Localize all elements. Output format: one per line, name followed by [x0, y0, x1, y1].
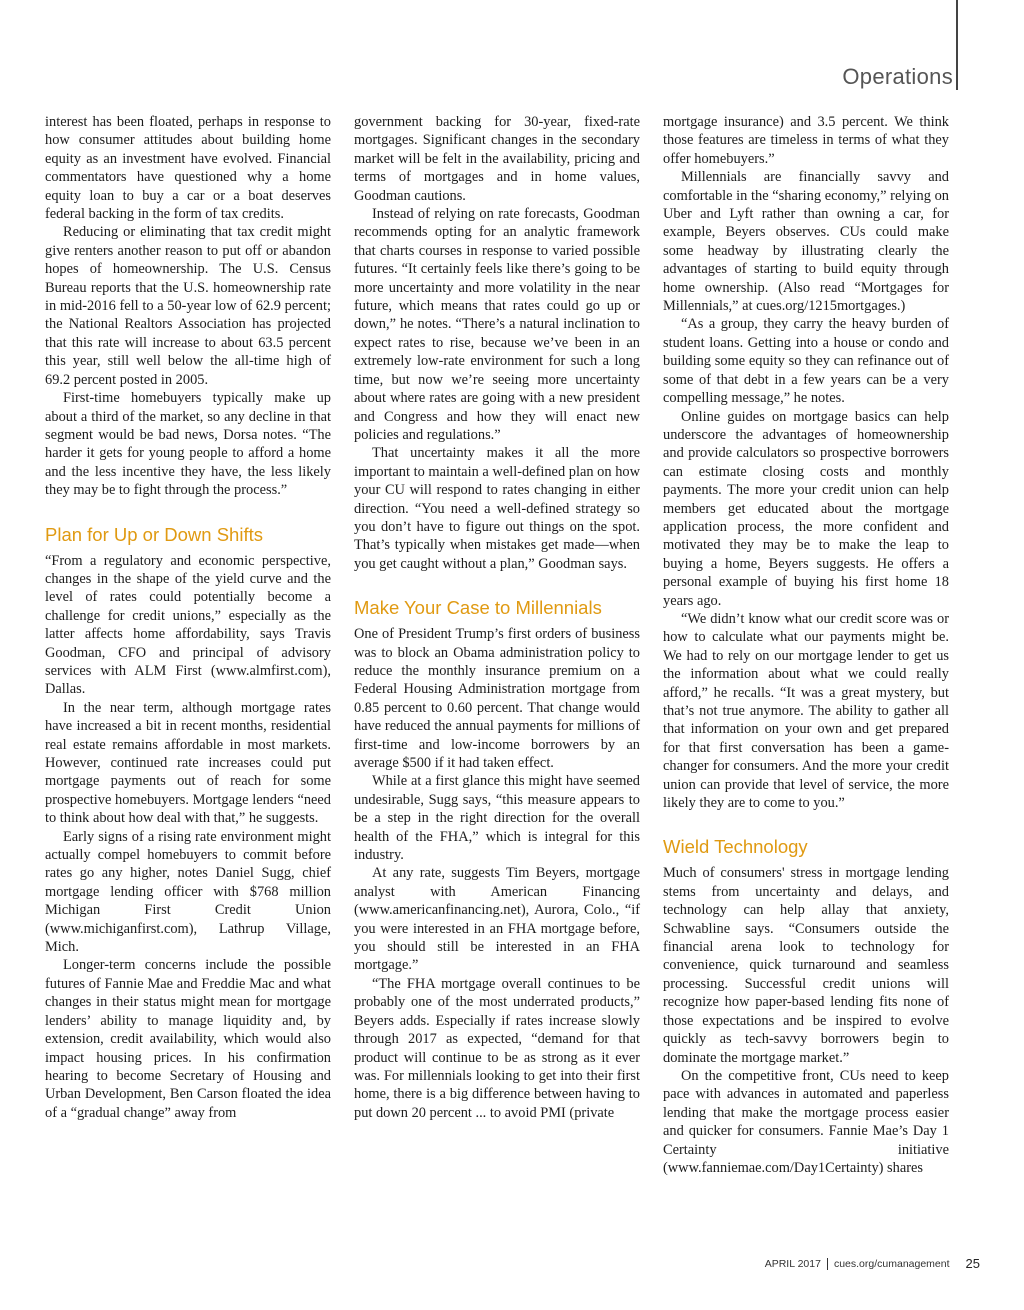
header-rule	[956, 0, 958, 90]
issue-date: APRIL 2017	[764, 1257, 821, 1270]
body-paragraph: Early signs of a rising rate environment might actually compel homebuyers to commit before rates go any higher, notes Daniel Sugg, chief mortgage lending officer with $768 million Michigan First Credit Union (www.michiganfirst.com), Lathrup Village, Mich.	[45, 828, 331, 956]
body-paragraph: mortgage insurance) and 3.5 percent. We think those features are timeless in terms of what they offer homebuyers.”	[663, 114, 949, 167]
body-paragraph: “The FHA mortgage overall continues to be probably one of the most underrated products,” Beyers adds. Especially if rates increase slowly through 2017 as expected, “demand for that product will continue to be as strong as it ever was. For millennials looking to get into their first home, there is a big difference between having to put down 20 percent ... to avoid PMI (private	[354, 975, 640, 1121]
footer-divider	[827, 1258, 828, 1270]
section-label: Operations	[842, 64, 953, 89]
body-paragraph: While at a first glance this might have seemed undesirable, Sugg says, “this measure appears to be a step in the right direction for the overall health of the FHA,” which is integral for this industry.	[354, 773, 640, 864]
body-paragraph: One of President Trump’s first orders of business was to block an Obama administration policy to reduce the monthly insurance premium on a Federal Housing Administration mortgage from 0.85 percent to 0.60 percent. That change would have reduced the annual payments for millions of first-time and low-income borrowers by an average $500 if it had taken effect.	[354, 626, 640, 771]
body-paragraph: Online guides on mortgage basics can help underscore the advantages of homeownership and provide calculators so prospective borrowers can estimate closing costs and monthly payments. The more your credit union can help members get educated about the mortgage application process, the more confident and motivated they may be to make the leap to buying a home, Beyers suggests. He offers a personal example of buying his first home 18 years ago.	[663, 408, 949, 609]
section-heading: Plan for Up or Down Shifts	[45, 523, 263, 545]
page-footer	[765, 1256, 980, 1271]
body-paragraph: “We didn’t know what our credit score was or how to calculate what our payments might be. We had to rely on our mortgage lender to get us the information about what we could really afford,” he recalls. “It was a great mystery, but that’s not true anymore. The ability to gather all that information on your own and get prepared for that first conversation has been a game-changer for consumers. And the more your credit union can provide that level of service, the more likely they are to come to you.”	[663, 610, 949, 812]
body-paragraph: In the near term, although mortgage rates have increased a bit in recent months, residential real estate remains affordable in most markets. However, continued rate increases could put mortgage payments out of reach for some prospective homebuyers. Mortgage lenders “need to think about how deal with that,” he suggests.	[45, 699, 331, 827]
body-paragraph: Much of consumers' stress in mortgage lending stems from uncertainty and delays, and technology can help allay that anxiety, Schwabline says. “Consumers outside the financial arena look to technology for convenience, quick turnaround and seamless processing. Successful credit unions will recognize how paper-based lending fits none of those expectations and be inspired to evolve quickly as tech-savvy borrowers begin to dominate the mortgage market.”	[663, 865, 949, 1066]
body-paragraph: “As a group, they carry the heavy burden of student loans. Getting into a house or condo and building some equity so they can refinance out of some of that debt in a few years can be a very compelling message,” he notes.	[663, 316, 949, 407]
body-paragraph: At any rate, suggests Tim Beyers, mortgage analyst with American Financing (www.americanfinancing.net), Aurora, Colo., “if you were interested in an FHA mortgage before, you should still be interested in an FHA mortgage.”	[354, 865, 640, 974]
body-paragraph: Millennials are financially savvy and comfortable in the “sharing economy,” relying on Uber and Lyft rather than owning a car, for example, Beyers observes. CUs could make some headway by illustrating clearly the advantages of starting to build equity through home ownership. (Also read “Mortgages for Millennials,” at cues.org/1215mortgages.)	[663, 169, 949, 315]
body-paragraph: Longer-term concerns include the possible futures of Fannie Mae and Freddie Mac and what changes in their status might mean for mortgage lenders’ ability to manage liquidity and, by extension, credit availability, which would also impact housing prices. In his confirmation hearing to become Secretary of Housing and Urban Development, Ben Carson floated the idea of a “gradual change” away from	[45, 957, 331, 1121]
body-paragraph: “From a regulatory and economic perspective, changes in the shape of the yield curve and the level of rates could potentially become a challenge for credit unions,” especially as the latter affects home affordability, says Travis Goodman, CFO and principal of advisory services with ALM First (www.almfirst.com), Dallas.	[45, 552, 331, 698]
body-paragraph: interest has been floated, perhaps in response to how consumer attitudes about building home equity as an investment have evolved. Financial commentators have questioned why a home equity loan to buy a car or a boat deserves federal backing in the form of tax credits.	[45, 114, 331, 223]
body-paragraph: On the competitive front, CUs need to keep pace with advances in automated and paperless lending that make the mortgage process easier and quicker for consumers. Fannie Mae’s Day 1 Certainty initiative (www.fanniemae.com/Day1Certainty) shares	[663, 1067, 949, 1176]
footer-link[interactable]: cues.org/cumanagement	[833, 1257, 950, 1270]
body-paragraph: government backing for 30-year, fixed-rate mortgages. Significant changes in the secondary market will be felt in the availability, pricing and terms of mortgages and in home values, Goodman cautions.	[354, 114, 640, 204]
body-paragraph: That uncertainty makes it all the more important to maintain a well-defined plan on how your CU will respond to rates changing in either direction. “You need a well-defined strategy so you don’t have to figure out things on the spot. That’s typically when mistakes get made—when you get caught without a plan,” Goodman says.	[354, 445, 640, 572]
article-column-2	[354, 113, 640, 1122]
section-heading: Wield Technology	[663, 836, 808, 858]
section-heading: Make Your Case to Millennials	[354, 597, 602, 619]
body-paragraph: Reducing or eliminating that tax credit might give renters another reason to put off or abandon hopes of homeownership. The U.S. Census Bureau reports that the U.S. homeownership rate in mid-2016 fell to a 50-year low of 62.9 percent; the National Realtors Association has projected that this rate will increase to about 63.5 percent this year, still well below the all-time high of 69.2 percent posted in 2005.	[45, 224, 331, 388]
body-paragraph: First-time homebuyers typically make up about a third of the market, so any decline in that segment would be bad news, Dorsa notes. “The harder it gets for young people to afford a home and the less incentive they have, the less likely they may be to fight through the process.”	[45, 390, 331, 499]
page-number: 25	[965, 1256, 980, 1271]
article-column-1	[45, 113, 331, 1122]
article-column-3	[663, 113, 949, 1177]
body-paragraph: Instead of relying on rate forecasts, Goodman recommends opting for an analytic framework that charts courses in response to varied possible futures. “It certainly feels like there’s going to be more uncertainty and more volatility in the near future, which means that rates could go up or down,” he notes. “There’s a natural inclination to expect rates to rise, because we’ve been in an extremely low-rate environment for such a long time, but now we’re seeing more uncertainty about where rates are going with a new president and Congress and how they will enact new policies and regulations.”	[354, 206, 640, 443]
